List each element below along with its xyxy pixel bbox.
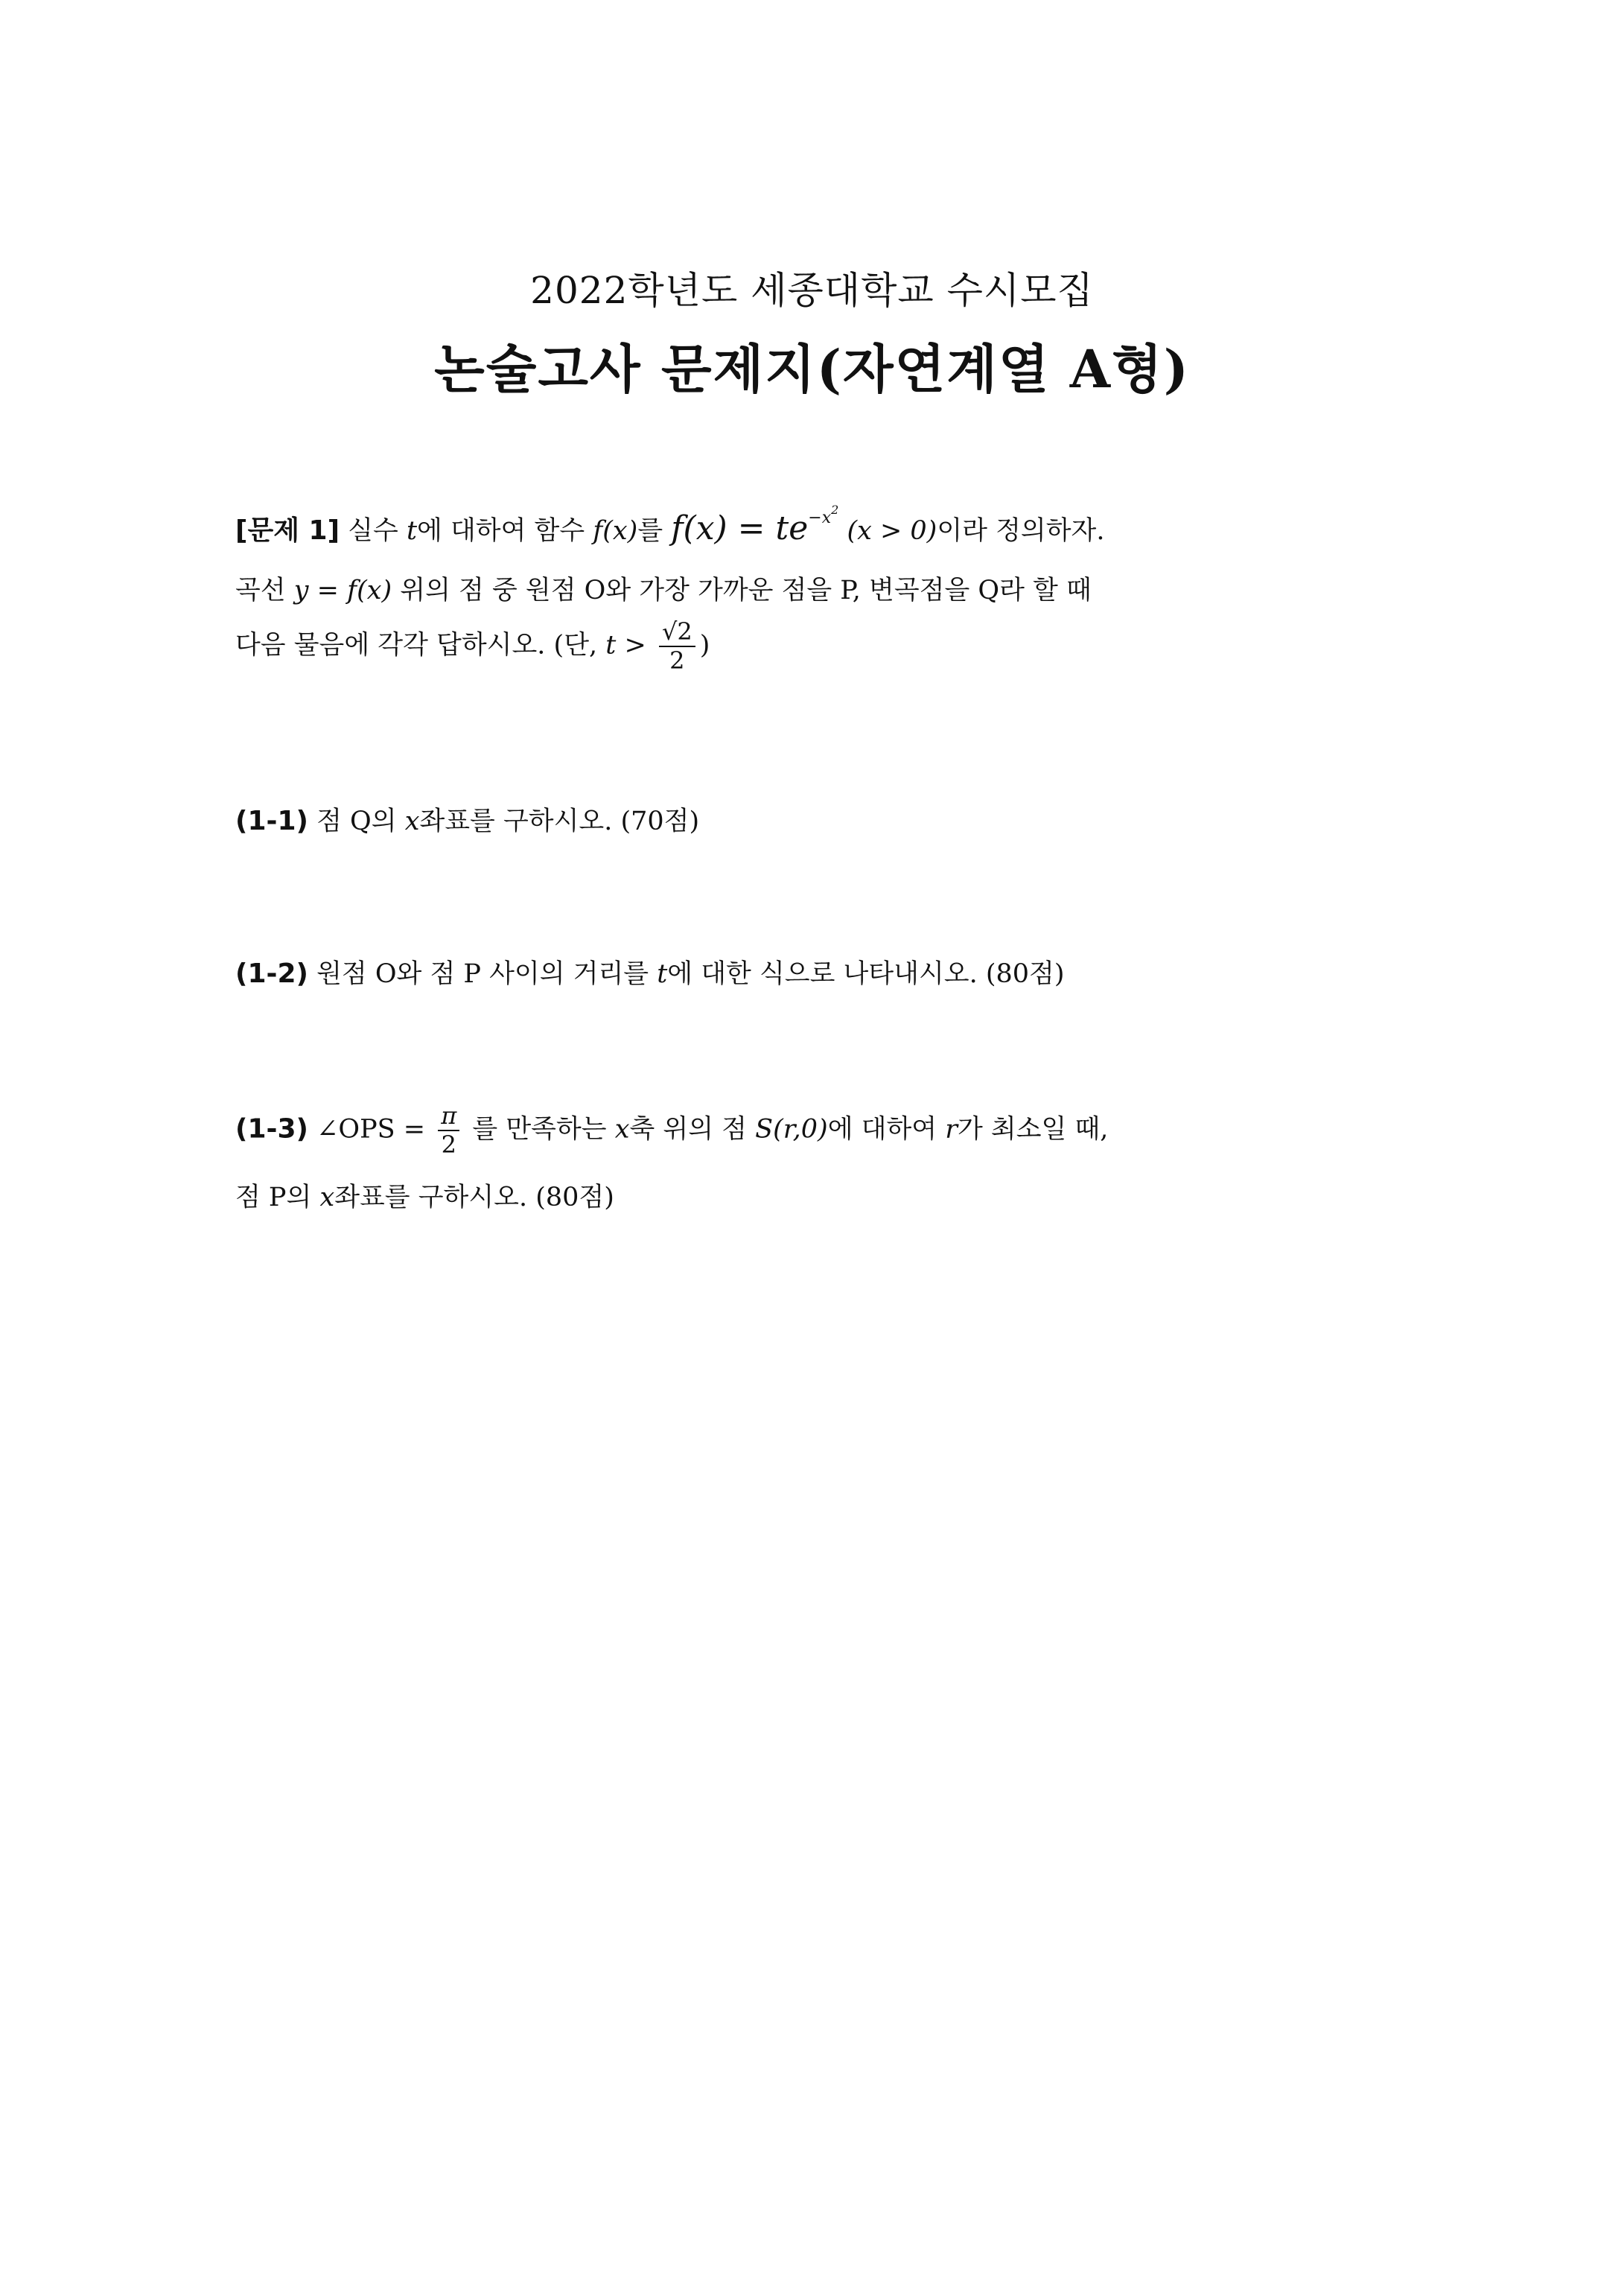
math-var-t: t (406, 516, 418, 546)
math-angle: ∠OPS = (316, 1114, 426, 1145)
math-function-definition (671, 503, 839, 547)
problem-1-text: 에 대하여 함수 (417, 516, 585, 546)
exponent-power: 2 (831, 503, 839, 517)
problem-1-text: 이라 정의하자. (937, 516, 1105, 546)
question-text: 원점 O와 점 P 사이의 거리를 (316, 959, 649, 989)
question-1-2-label: (1-2) (235, 958, 308, 989)
math-curve: y = f(x) (293, 576, 392, 605)
question-text: 가 최소일 때, (957, 1114, 1109, 1145)
math-fx: f(x) (593, 516, 638, 546)
math-var-x: x (404, 807, 420, 836)
question-text: 를 만족하는 (472, 1114, 607, 1145)
problem-1-text: 다음 물음에 각각 답하시오. (단, (235, 630, 598, 661)
problem-1-text: 를 (637, 516, 663, 546)
question-text: 좌표를 구하시오. (70점) (419, 807, 700, 836)
math-var-x: x (319, 1183, 335, 1212)
math-var-r: r (945, 1114, 958, 1145)
formula-lhs: f(x) = te (671, 509, 809, 547)
fraction-numerator: √2 (659, 618, 695, 647)
question-1-3-line-2 (235, 1177, 614, 1214)
question-1-2 (235, 953, 1065, 990)
fraction-sqrt2-over-2 (659, 618, 695, 675)
question-text: 에 대하여 (827, 1114, 937, 1145)
fraction-pi-over-2 (438, 1102, 459, 1159)
question-text: 점 P의 (235, 1183, 312, 1212)
problem-1-text: ) (699, 630, 710, 661)
formula-exponent (808, 503, 839, 527)
question-1-1-label: (1-1) (235, 806, 308, 836)
problem-1-label: [문제 1] (235, 515, 340, 546)
question-1-3-line-1 (235, 1102, 1108, 1159)
question-1-1 (235, 801, 699, 838)
math-condition: t > (605, 630, 646, 661)
problem-1-line-1 (235, 503, 1104, 547)
question-1-3-label: (1-3) (235, 1113, 308, 1145)
problem-1-text: 곡선 (235, 576, 286, 605)
exam-year-title: 2022학년도 세종대학교 수시모집 (530, 269, 1094, 312)
exam-paper-title: 논술고사 문제지(자연계열 A형) (434, 338, 1190, 400)
math-point-s: S(r,0) (755, 1114, 828, 1145)
question-text: 점 Q의 (316, 807, 397, 836)
fraction-denominator: 2 (669, 646, 685, 675)
math-domain: (x > 0) (847, 516, 937, 546)
math-var-t: t (657, 959, 668, 989)
math-var-x: x (614, 1114, 630, 1145)
problem-1-line-2 (235, 570, 1092, 607)
question-text: 축 위의 점 (629, 1114, 747, 1145)
question-text: 에 대한 식으로 나타내시오. (80점) (667, 959, 1065, 989)
fraction-numerator: π (438, 1102, 459, 1131)
problem-1-line-3 (235, 618, 710, 675)
problem-1-text: 실수 (348, 516, 398, 546)
question-text: 좌표를 구하시오. (80점) (334, 1183, 614, 1212)
fraction-denominator: 2 (441, 1130, 456, 1159)
exponent-base: −x (808, 509, 832, 527)
problem-1-text: 위의 점 중 원점 O와 가장 가까운 점을 P, 변곡점을 Q라 할 때 (400, 576, 1092, 605)
